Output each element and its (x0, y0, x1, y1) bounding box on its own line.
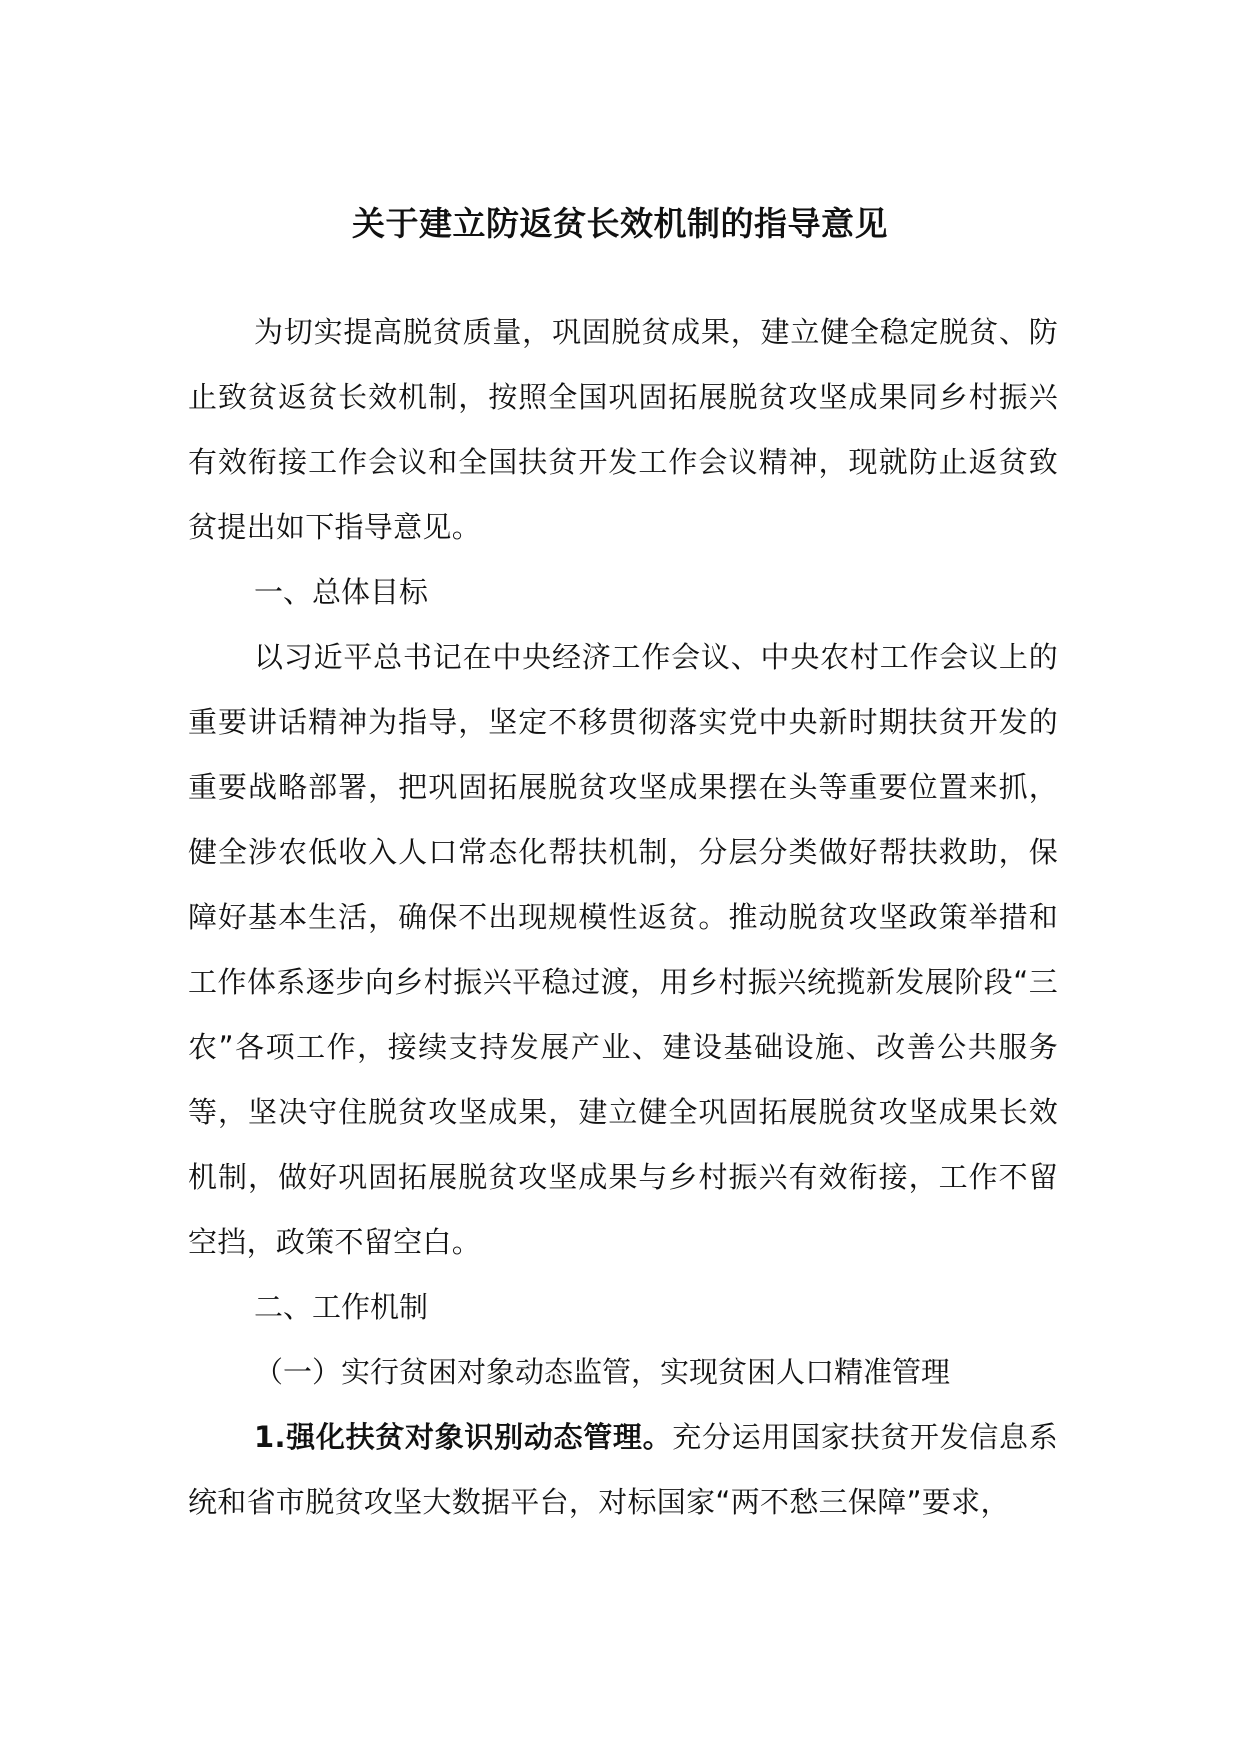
section-1-heading: 一、总体目标 (254, 575, 429, 609)
section-1-paragraph: 以习近平总书记在中央经济工作会议、中央农村工作会议上的重要讲话精神为指导，坚定不移贯彻落实党中央新时期扶贫开发的重要战略部署，把巩固拓展脱贫攻坚成果摆在头等重要位置来抓，健全涉农低收入人口常态化帮扶机制，分层分类做好帮扶救助，保障好基本生活，确保不出现规模性返贫。推动脱贫攻坚政策举措和工作体系逐步向乡村振兴平稳过渡，用乡村振兴统揽新发展阶段“三农”各项工作，接续支持发展产业、建设基础设施、改善公共服务等，坚决守住脱贫攻坚成果，建立健全巩固拓展脱贫攻坚成果长效机制，做好巩固拓展脱贫攻坚成果与乡村振兴有效衔接，工作不留空挡，政策不留空白。 (188, 640, 1058, 1259)
item-1-paragraph (188, 1405, 1058, 1535)
item-1-bold-lead: 1.强化扶贫对象识别动态管理。 (254, 1420, 673, 1454)
section-2-subheading: （一）实行贫困对象动态监管，实现贫困人口精准管理 (254, 1355, 951, 1389)
section-2-heading: 二、工作机制 (254, 1290, 429, 1324)
document-title: 关于建立防返贫长效机制的指导意见 (352, 204, 888, 243)
item-1-text: 充分运用国家扶贫开发信息系统和省市脱贫攻坚大数据平台，对标国家“两不愁三保障”要求， (188, 1420, 1058, 1519)
intro-paragraph: 为切实提高脱贫质量，巩固脱贫成果，建立健全稳定脱贫、防止致贫返贫长效机制，按照全国巩固拓展脱贫攻坚成果同乡村振兴有效衔接工作会议和全国扶贫开发工作会议精神，现就防止返贫致贫提出如下指导意见。 (188, 315, 1058, 544)
document-body (188, 300, 1058, 1535)
